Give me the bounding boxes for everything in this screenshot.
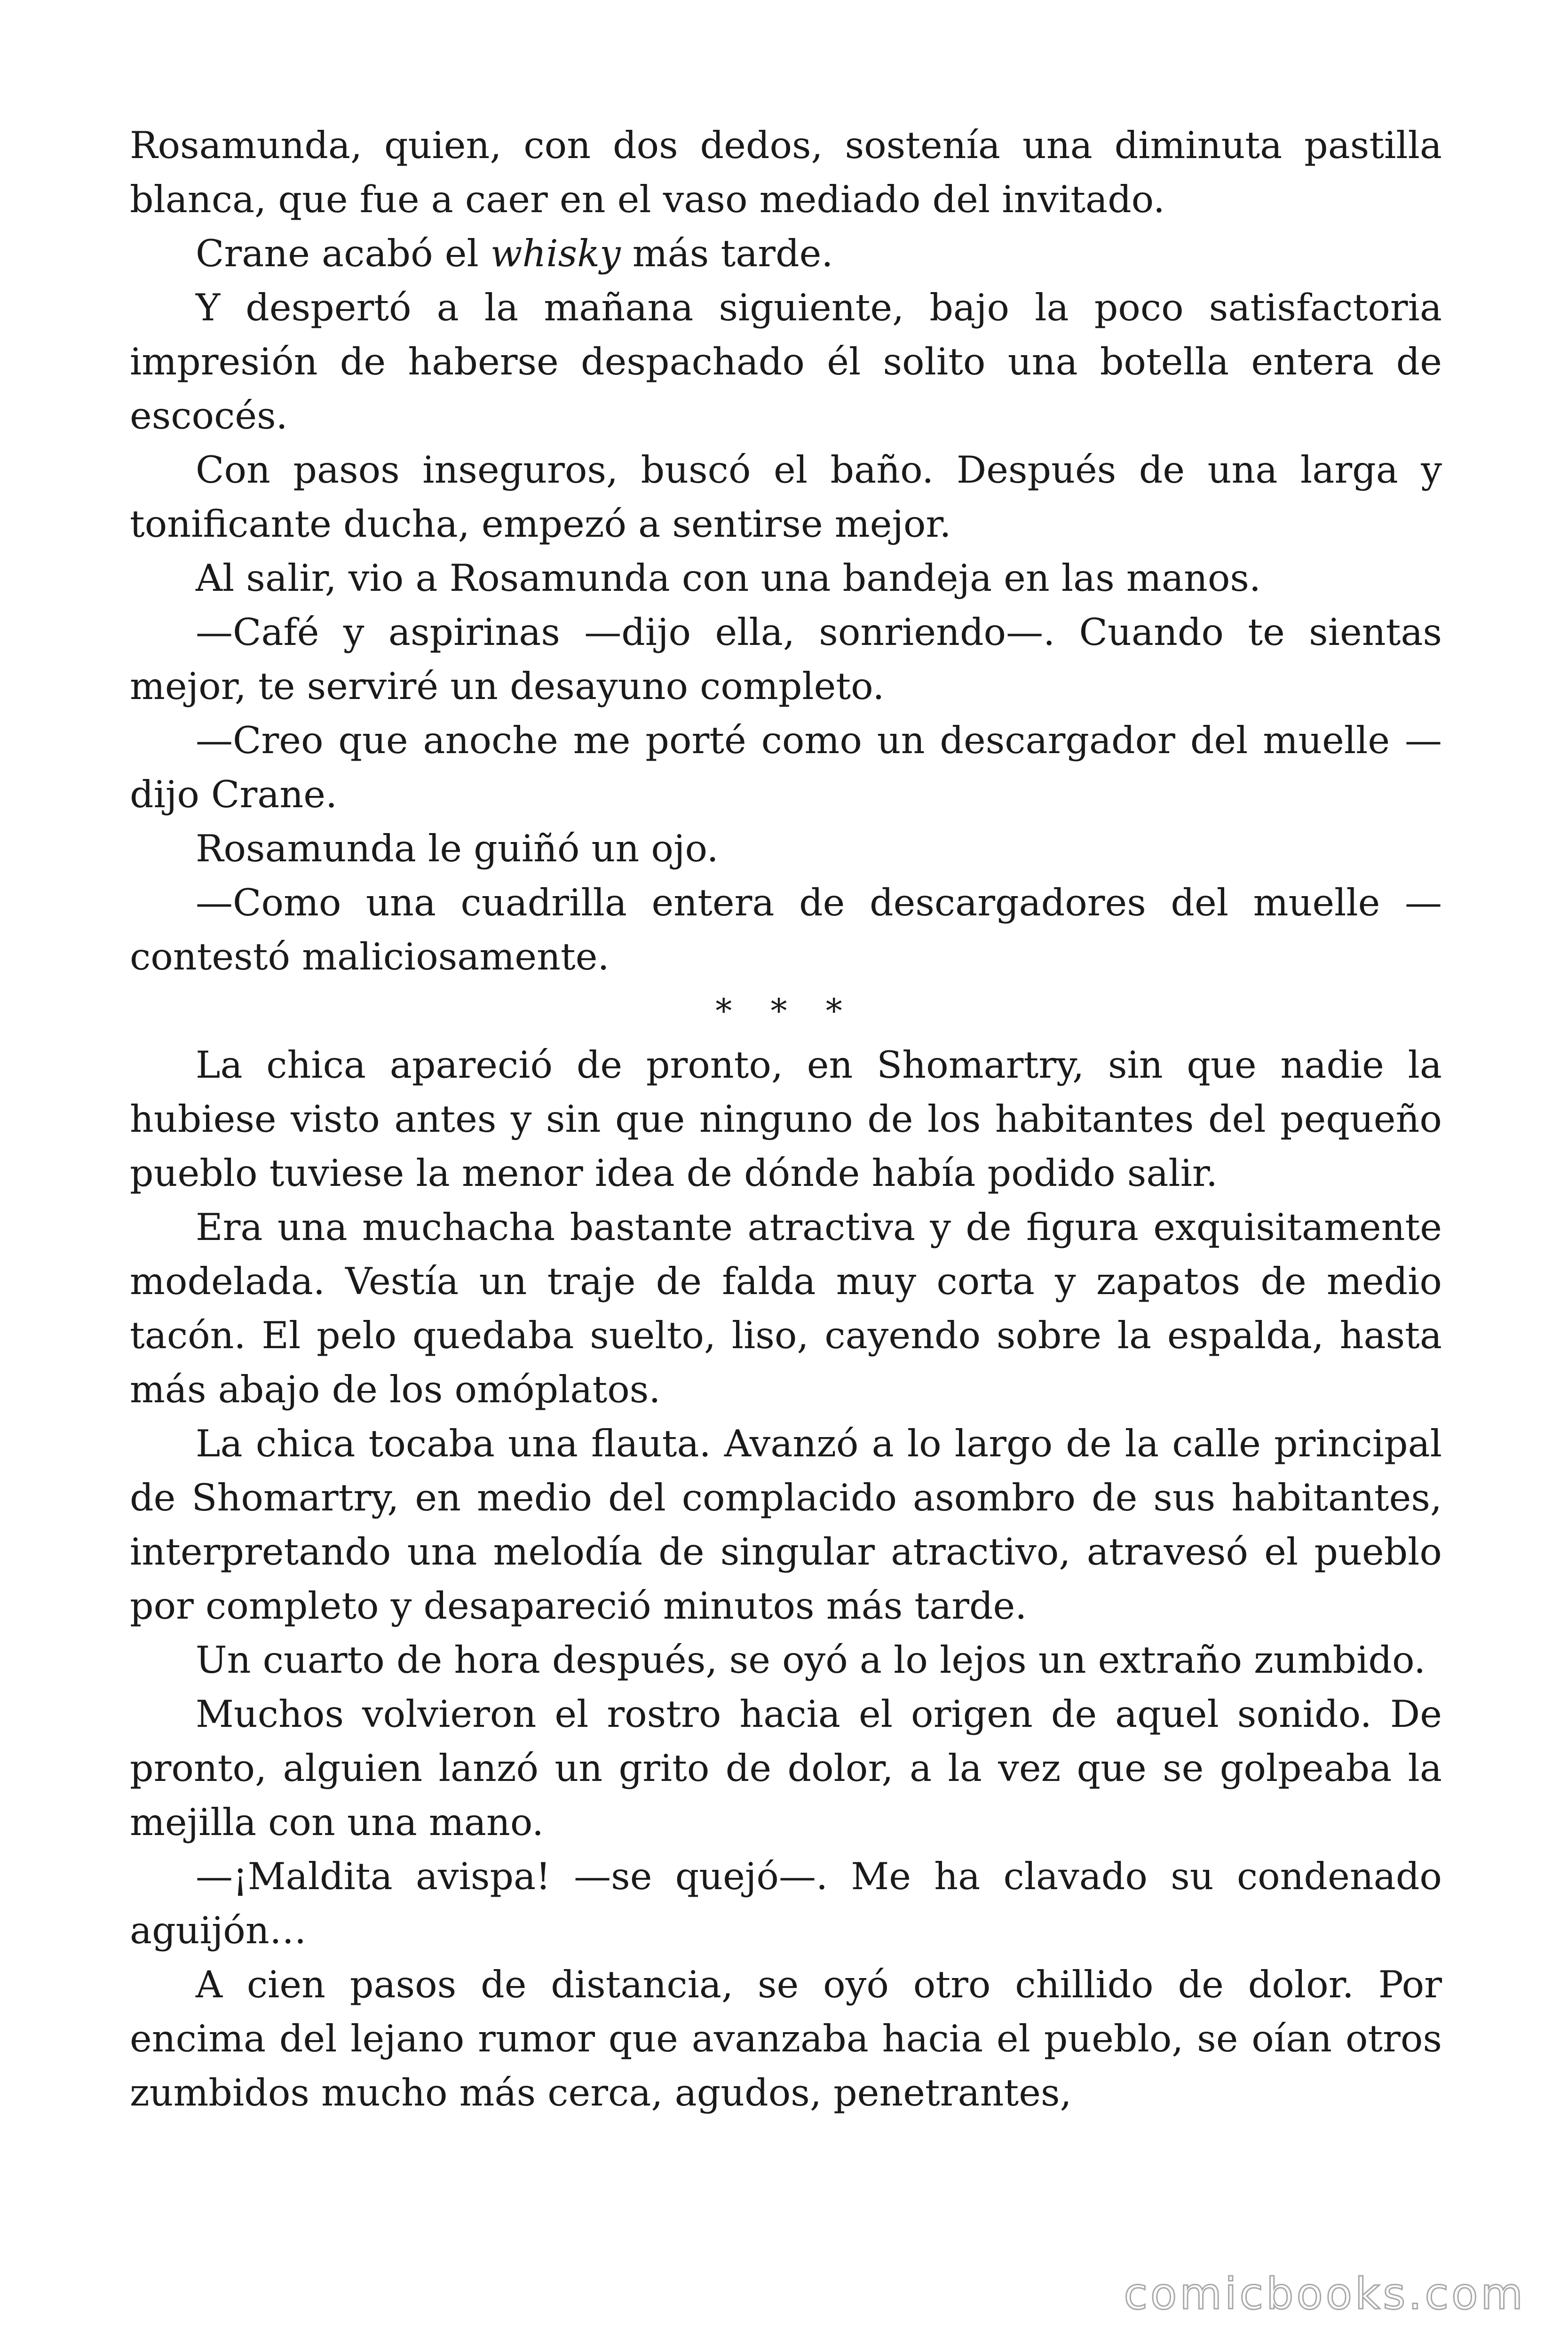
paragraph: Y despertó a la mañana siguiente, bajo la poco satisfactoria impresión de haberse despachado él solito una botella entera de escocés. <box>130 286 1442 437</box>
paragraph: Rosamunda, quien, con dos dedos, sostenía una diminuta pastilla blanca, que fue a caer en el vaso mediado del invitado. <box>130 124 1442 221</box>
paragraph: La chica tocaba una flauta. Avanzó a lo largo de la calle principal de Shomartry, en medio del complacido asombro de sus habitantes, interpretando una melodía de singular atractivo, atravesó el pueblo por completo y desapareció minutos más tarde. <box>130 1422 1442 1628</box>
watermark: comicbooks.com <box>1124 2269 1526 2319</box>
page-text <box>130 119 1442 2120</box>
paragraph: Muchos volvieron el rostro hacia el origen de aquel sonido. De pronto, alguien lanzó un grito de dolor, a la vez que se golpeaba la mejilla con una mano. <box>130 1692 1442 1844</box>
paragraph: Rosamunda le guiñó un ojo. <box>196 827 719 870</box>
paragraph: Al salir, vio a Rosamunda con una bandeja en las manos. <box>196 556 1261 600</box>
italic-word: whisky <box>490 232 621 275</box>
paragraph: —Café y aspirinas —dijo ella, sonriendo—. Cuando te sientas mejor, te serviré un desayuno completo. <box>130 611 1442 708</box>
paragraph: A cien pasos de distancia, se oyó otro chillido de dolor. Por encima del lejano rumor que avanzaba hacia el pueblo, se oían otros zumbidos mucho más cerca, agudos, penetrantes, <box>130 1963 1442 2114</box>
paragraph: —Creo que anoche me porté como un descargador del muelle —dijo Crane. <box>130 719 1442 816</box>
paragraph: Con pasos inseguros, buscó el baño. Después de una larga y tonificante ducha, empezó a sentirse mejor. <box>130 448 1442 546</box>
paragraph: Crane acabó el whisky más tarde. <box>196 232 833 275</box>
paragraph: Un cuarto de hora después, se oyó a lo lejos un extraño zumbido. <box>196 1638 1426 1682</box>
paragraph: —¡Maldita avispa! —se quejó—. Me ha clavado su condenado aguijón… <box>130 1855 1442 1952</box>
paragraph: —Como una cuadrilla entera de descargadores del muelle —contestó maliciosamente. <box>130 881 1442 978</box>
paragraph: Era una muchacha bastante atractiva y de figura exquisitamente modelada. Vestía un traje de falda muy corta y zapatos de medio tacón. El pelo quedaba suelto, liso, cayendo sobre la espalda, hasta más abajo de los omóplatos. <box>130 1206 1442 1411</box>
scene-separator: * * * <box>715 992 856 1030</box>
paragraph: La chica apareció de pronto, en Shomartry, sin que nadie la hubiese visto antes y sin que ninguno de los habitantes del pequeño pueblo tuviese la menor idea de dónde había podido salir. <box>130 1043 1442 1195</box>
